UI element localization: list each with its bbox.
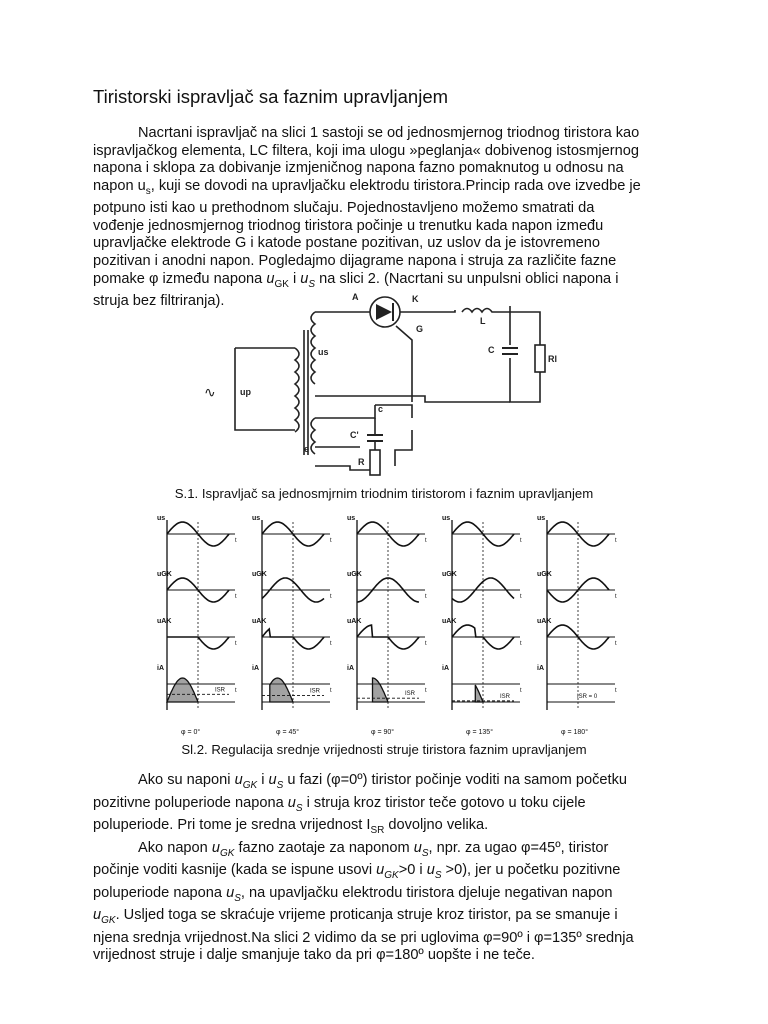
thyristor-symbol bbox=[370, 297, 400, 327]
label-r: R bbox=[358, 457, 365, 467]
isr-label: ISR bbox=[500, 693, 511, 700]
text-line: pomake φ između napona $u_{GK}$ i $u_S$ na slici 2. (Nacrtani su unpulsni oblici napona i bbox=[93, 270, 619, 290]
row-label: uAK bbox=[252, 618, 267, 625]
capacitor-c bbox=[502, 348, 518, 354]
t-label: t bbox=[520, 594, 522, 600]
label-us: us bbox=[318, 347, 329, 357]
isr-zero-label: ISR = 0 bbox=[577, 694, 598, 700]
t-label: t bbox=[425, 594, 427, 600]
text-line: pozitivan i anodni napon. Pogledajmo dijagrame napona i struja za različite fazne bbox=[93, 253, 617, 270]
page-title: Tiristorski ispravljač sa faznim upravljanjem bbox=[93, 86, 449, 107]
label-rl: Rl bbox=[548, 354, 557, 364]
t-label: t bbox=[615, 594, 617, 600]
label-l: L bbox=[480, 316, 486, 326]
phase-label: φ = 180° bbox=[561, 729, 588, 736]
t-label: t bbox=[235, 538, 237, 544]
ac-source-icon: ∿ bbox=[204, 384, 216, 400]
row-label: us bbox=[347, 515, 356, 522]
row-label: us bbox=[157, 515, 166, 522]
isr-label: ISR bbox=[215, 687, 226, 694]
figure-1-caption: S.1. Ispravljač sa jednosmjrnim triodnim tiristorom i faznim upravljanjem bbox=[174, 486, 594, 501]
t-label: t bbox=[235, 641, 237, 647]
phase-label: φ = 90° bbox=[371, 729, 395, 736]
label-e: e bbox=[304, 444, 310, 454]
row-label: us bbox=[442, 515, 451, 522]
text-line: upravljačke elektrode G i katode postane pozitivan, uz uslov da je istovremeno bbox=[93, 235, 601, 252]
isr-label: ISR bbox=[310, 688, 321, 695]
text-line: poluperiode napona $u_S$, na upavljačku elektrodu tiristora djeluje negativan napon bbox=[93, 884, 613, 904]
t-label: t bbox=[425, 538, 427, 544]
row-label: uGK bbox=[442, 571, 457, 578]
t-label: t bbox=[235, 594, 237, 600]
text-line: napon $u_s$, kuji se dovodi na upravljačku elektrodu tiristora.Princip rada ove izvedbe je bbox=[93, 177, 641, 197]
ia-waveform bbox=[270, 678, 293, 702]
row-label: uAK bbox=[157, 618, 172, 625]
label-g: G bbox=[416, 324, 424, 334]
t-label: t bbox=[520, 688, 522, 694]
text-line: njena srednja vrijednost.Na slici 2 vidimo da se pri uglovima φ=90º i φ=135º srednja bbox=[93, 929, 634, 946]
t-label: t bbox=[615, 641, 617, 647]
label-c: C bbox=[488, 345, 495, 355]
phase-label: φ = 135° bbox=[466, 729, 493, 736]
label-up: up bbox=[240, 387, 251, 397]
phase-resistor bbox=[370, 450, 380, 475]
t-label: t bbox=[235, 688, 237, 694]
phase-label: φ = 45° bbox=[276, 729, 300, 736]
label-a: A bbox=[352, 292, 359, 302]
t-label: t bbox=[425, 641, 427, 647]
text-line: vođenje jednosmjernog triodnog tiristora počinje u trenutku kada napon između bbox=[93, 217, 604, 234]
text-line: napona i sklopa za dobivanje izmjeničnog napona fazno pomaknutog u odnosu na bbox=[93, 160, 624, 177]
row-label: uGK bbox=[252, 571, 267, 578]
intro-paragraph bbox=[93, 125, 683, 311]
load-resistor bbox=[535, 345, 545, 372]
text-line: $u_{GK}$. Uslјed toga se skraćuje vrijeme proticanja struje kroz tiristor, pa se smanuje i bbox=[93, 907, 618, 926]
t-label: t bbox=[425, 688, 427, 694]
ia-waveform bbox=[167, 678, 198, 702]
t-label: t bbox=[615, 688, 617, 694]
t-label: t bbox=[330, 594, 332, 600]
text-line: počinje voditi kasnije (kada se ispune usovi $u_{GK}>0$ i $u_S >0$), jer u početku pozitivne bbox=[93, 862, 621, 881]
row-label: iA bbox=[537, 665, 544, 672]
text-line: Ako su naponi $u_{GK}$ i $u_S$ u fazi (φ=0º) tiristor počinje voditi na samom početku bbox=[138, 772, 627, 791]
label-k: K bbox=[412, 294, 419, 304]
row-label: iA bbox=[442, 665, 449, 672]
t-label: t bbox=[330, 641, 332, 647]
t-label: t bbox=[330, 688, 332, 694]
text-line: potpuno isti kao u prethodnom slučaju. Pojednostavljeno možemo smatrati da bbox=[93, 200, 595, 217]
row-label: iA bbox=[252, 665, 259, 672]
row-label: uGK bbox=[537, 571, 552, 578]
text-line: pozitivne poluperiode napona $u_S$ i struja kroz tiristor teče gotovo u toku cijele bbox=[93, 794, 586, 814]
figure-2-caption: Sl.2. Regulacija srednje vrijednosti struje tiristora faznim upravljanjem bbox=[181, 742, 587, 757]
circuit-diagram bbox=[200, 290, 570, 485]
t-label: t bbox=[520, 641, 522, 647]
text-line: Ako napon $u_{GK}$ fazno zaotaje za naponom $u_S$, npr. za ugao φ=45º, tiristor bbox=[138, 839, 609, 859]
row-label: iA bbox=[157, 665, 164, 672]
isr-label: ISR bbox=[405, 691, 416, 698]
row-label: uGK bbox=[347, 571, 362, 578]
label-c-small: c bbox=[378, 404, 384, 414]
row-label: iA bbox=[347, 665, 354, 672]
t-label: t bbox=[615, 538, 617, 544]
row-label: us bbox=[537, 515, 546, 522]
text-line: struja bez filtriranja). bbox=[93, 293, 225, 310]
text-line: Nacrtani ispravljač na slici 1 sastoji se od jednosmjernog triodnog tiristora kao bbox=[138, 125, 640, 141]
label-c-prime: C' bbox=[350, 430, 359, 440]
phase-label: φ = 0° bbox=[181, 729, 201, 736]
row-label: uGK bbox=[157, 571, 172, 578]
t-label: t bbox=[520, 538, 522, 544]
row-label: uAK bbox=[347, 618, 362, 625]
ia-waveform bbox=[475, 685, 483, 702]
text-line: ispravljačkog elementa, LC filtera, koji ima ulogu »peglanja« dobivenog istosmjernog bbox=[93, 142, 639, 159]
capacitor-c-prime bbox=[367, 435, 383, 441]
text-line: vrijednost struje i dalje smanjuje tako da pri φ=180º uopšte i ne teče. bbox=[93, 947, 535, 964]
row-label: uAK bbox=[442, 618, 457, 625]
row-label: uAK bbox=[537, 618, 552, 625]
t-label: t bbox=[330, 538, 332, 544]
text-line: poluperiode. Pri tome je sredna vrijednost $I_{SR}$ dovoljno velika. bbox=[93, 817, 489, 836]
explanation-paragraph bbox=[93, 772, 683, 965]
waveform-diagram bbox=[145, 512, 620, 737]
row-label: us bbox=[252, 515, 261, 522]
